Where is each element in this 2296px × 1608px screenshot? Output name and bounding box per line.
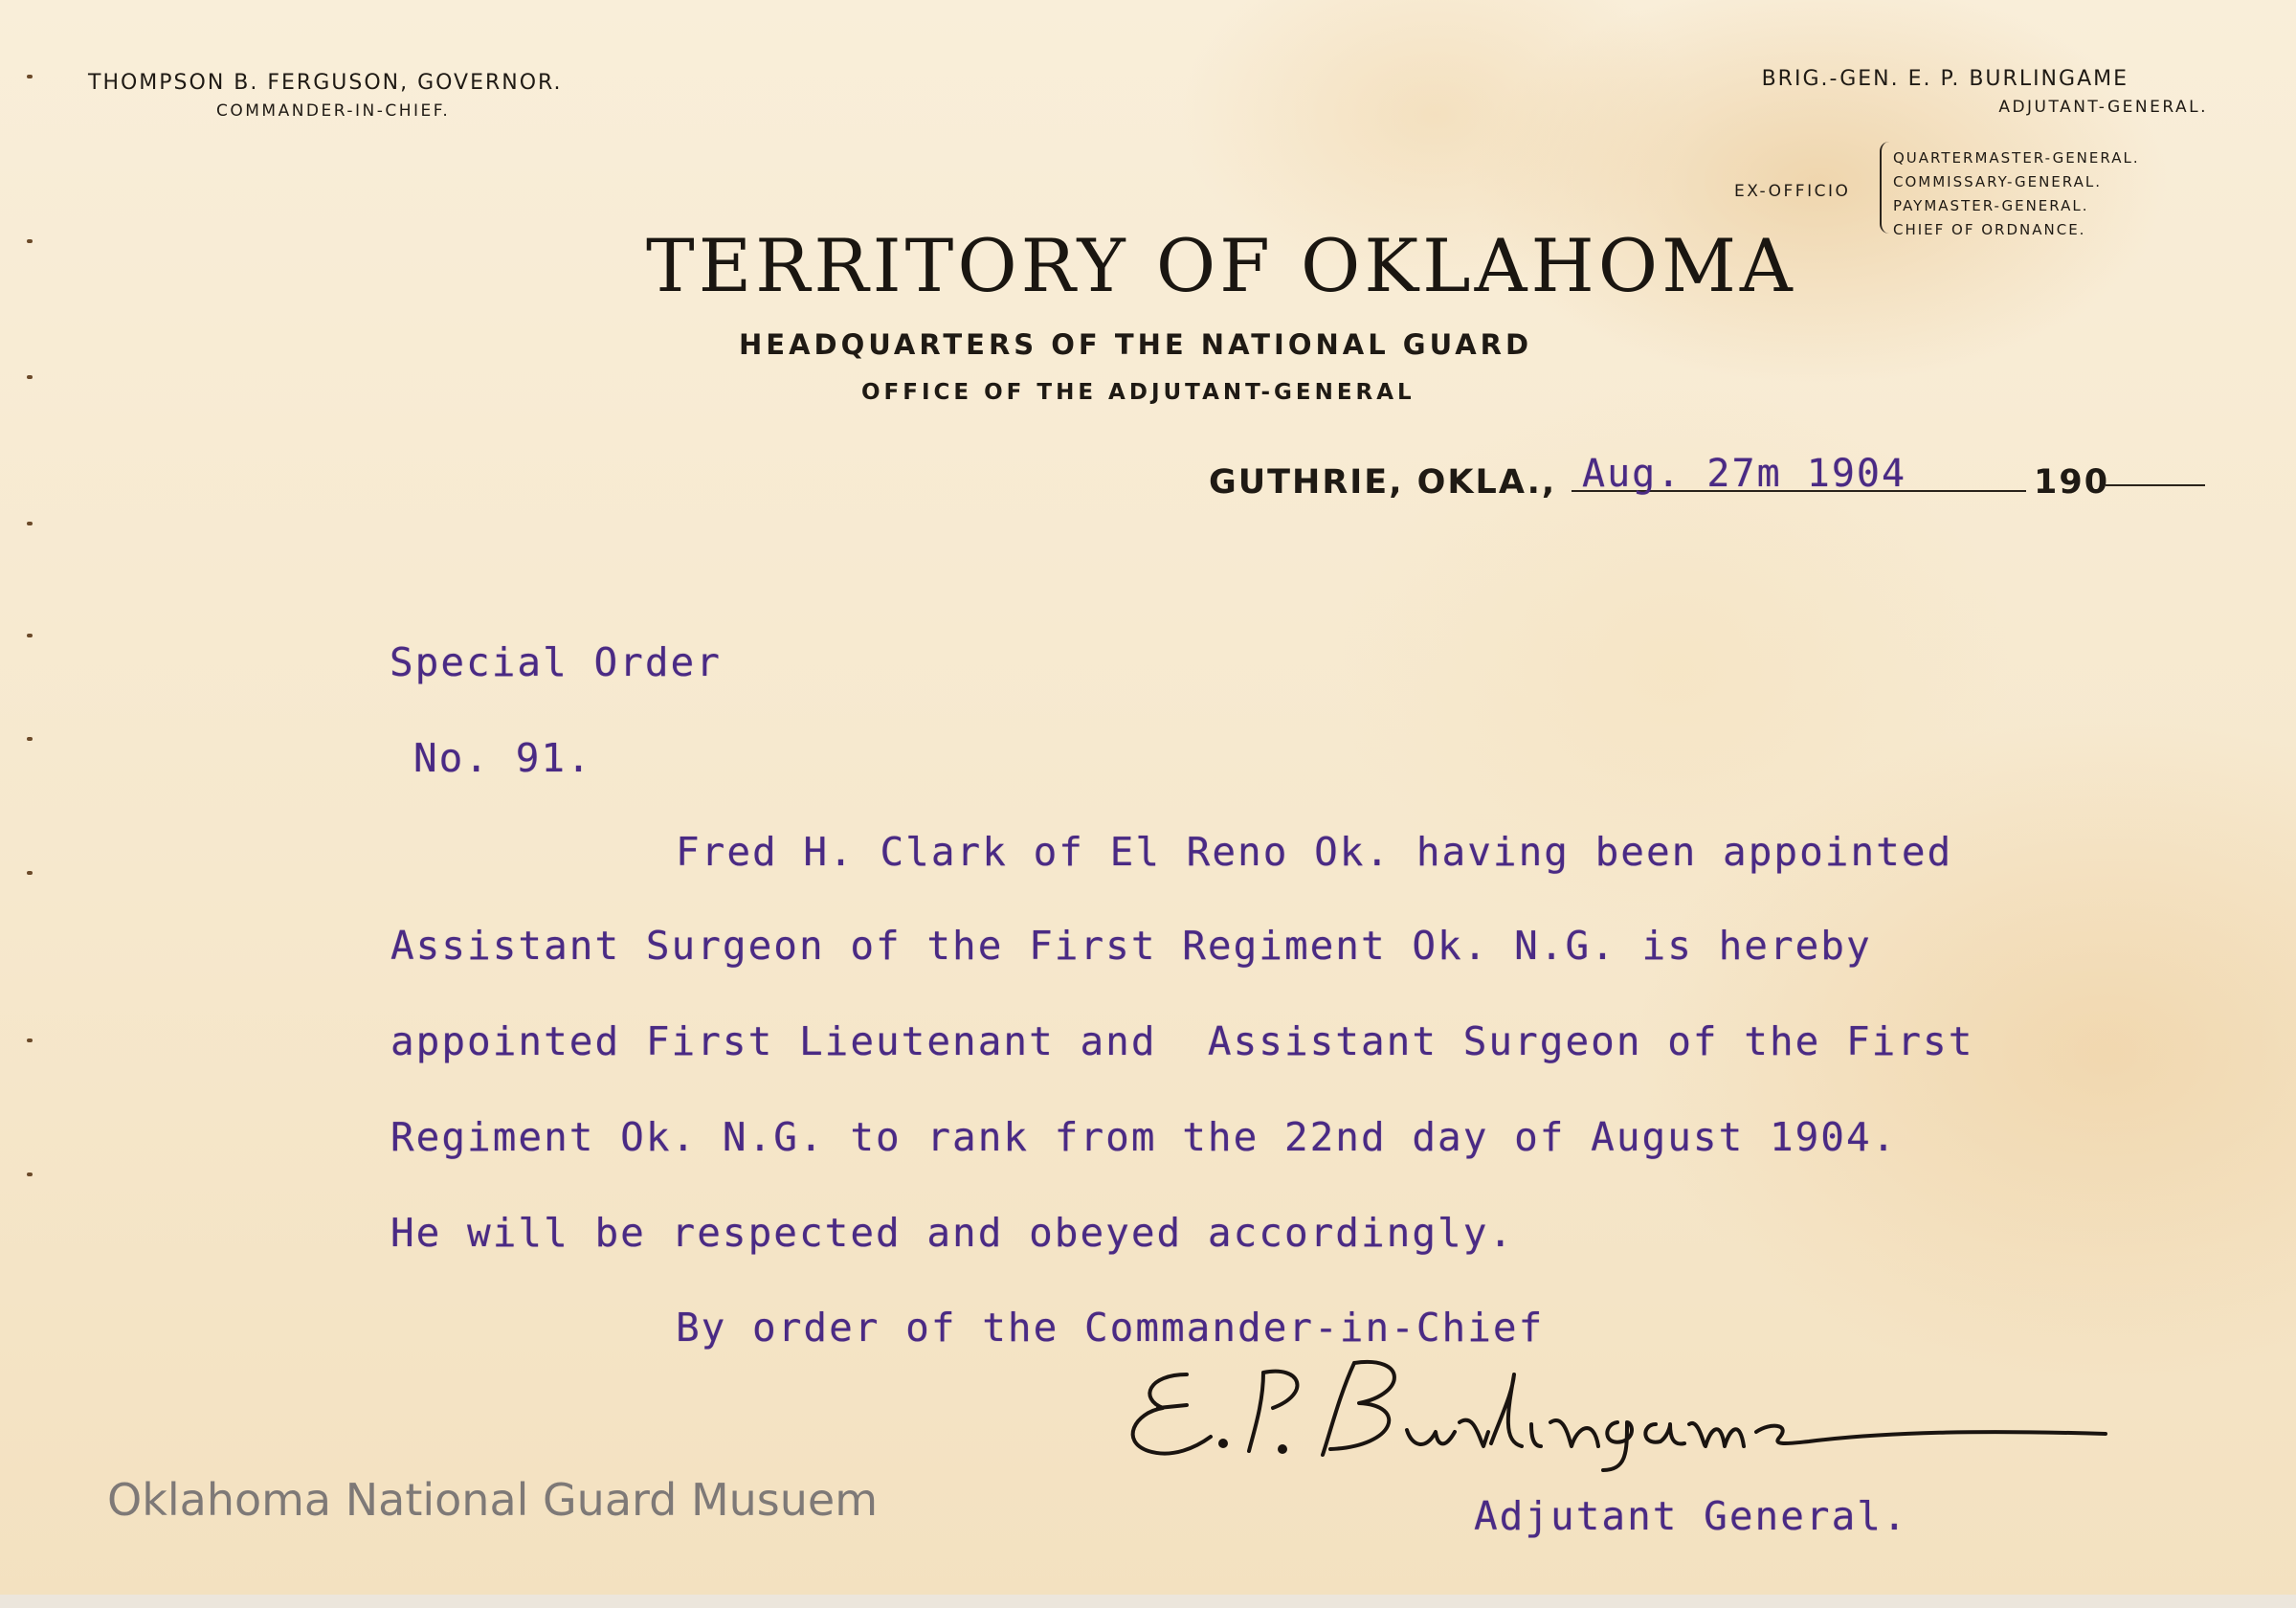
role-item: COMMISSARY-GENERAL. — [1893, 173, 2102, 190]
binding-mark — [27, 1038, 33, 1042]
letterhead-office: OFFICE OF THE ADJUTANT-GENERAL — [861, 380, 1415, 405]
body-line: appointed First Lieutenant and Assistant Surgeon of the First — [390, 1018, 1974, 1064]
binding-mark — [27, 1172, 33, 1176]
year-prefix: 190 — [2034, 463, 2110, 502]
adjutant-title: ADJUTANT-GENERAL. — [1998, 98, 2208, 117]
body-line: Assistant Surgeon of the First Regiment Ok. N.G. is hereby — [390, 923, 1872, 969]
binding-mark — [27, 522, 33, 525]
body-line: Fred H. Clark of El Reno Ok. having been appointed — [676, 829, 1953, 875]
order-heading: Special Order — [390, 639, 722, 685]
binding-mark — [27, 871, 33, 875]
role-item: PAYMASTER-GENERAL. — [1893, 197, 2089, 214]
signer-title: Adjutant General. — [1474, 1493, 1908, 1539]
binding-mark — [27, 75, 33, 78]
signature — [1120, 1355, 2134, 1475]
binding-mark — [27, 737, 33, 741]
governor-title: COMMANDER-IN-CHIEF. — [216, 101, 451, 121]
role-item: CHIEF OF ORDNANCE. — [1893, 221, 2086, 238]
binding-mark — [27, 634, 33, 637]
governor-name: THOMPSON B. FERGUSON, GOVERNOR. — [88, 71, 563, 95]
body-line: He will be respected and obeyed accordingly. — [390, 1210, 1515, 1256]
binding-mark — [27, 375, 33, 379]
year-rule — [2106, 484, 2205, 486]
ex-officio-roles — [1893, 146, 2140, 242]
ex-officio-brace — [1880, 142, 1891, 234]
typed-date: Aug. 27m 1904 — [1582, 452, 1907, 496]
role-item: QUARTERMASTER-GENERAL. — [1893, 149, 2140, 167]
letterhead-subtitle: HEADQUARTERS OF THE NATIONAL GUARD — [739, 328, 1533, 361]
order-number: No. 91. — [413, 735, 592, 781]
letterhead-title: TERRITORY OF OKLAHOMA — [646, 223, 1796, 308]
closing-line: By order of the Commander-in-Chief — [676, 1305, 1545, 1351]
binding-mark — [27, 239, 33, 243]
body-line: Regiment Ok. N.G. to rank from the 22nd day of August 1904. — [390, 1114, 1898, 1160]
place-line: GUTHRIE, OKLA., — [1209, 463, 1557, 502]
museum-watermark: Oklahoma National Guard Musuem — [107, 1474, 879, 1526]
ex-officio-label: EX-OFFICIO — [1734, 182, 1851, 201]
adjutant-name: BRIG.-GEN. E. P. BURLINGAME — [1761, 67, 2129, 91]
